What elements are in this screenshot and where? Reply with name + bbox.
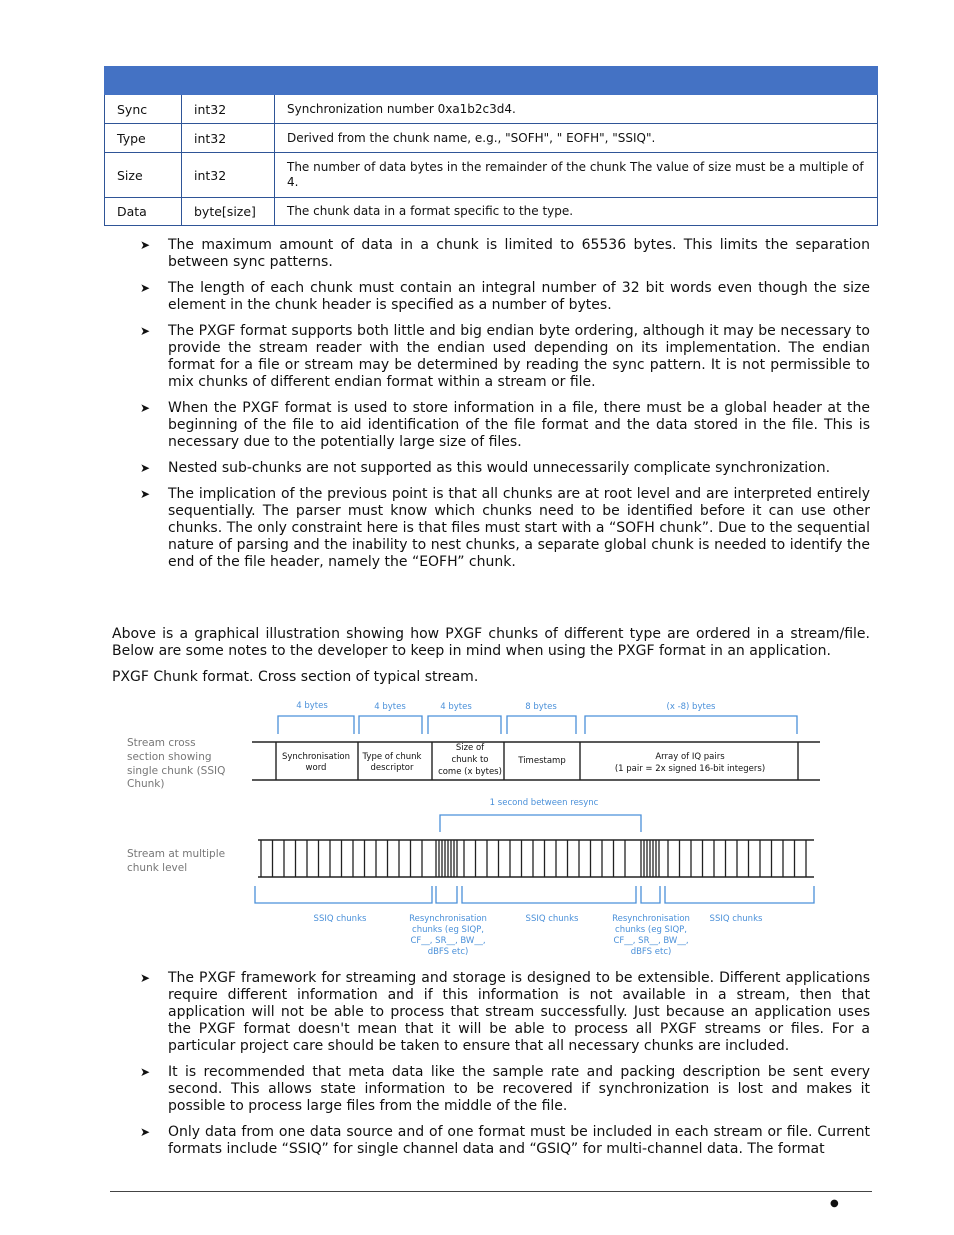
list-item-text: The PXGF format supports both little and big endian byte ordering, although it may be necessary to provide the stream reader with the endian used depending on its implementation. The endian format for a file or stream may be determined by reading the sync pattern. It is not permissible to mix chunks of different endian format within a stream or file. <box>168 323 870 390</box>
table-header-row <box>105 67 878 95</box>
field-type: int32 <box>182 153 275 198</box>
resync-bracket <box>440 815 641 832</box>
field-description: Derived from the chunk name, e.g., "SOFH", " EOFH", "SSIQ". <box>275 124 878 153</box>
svg-text:dBFS etc): dBFS etc) <box>630 947 672 957</box>
list-item-text: Nested sub-chunks are not supported as this would unnecessarily complicate synchronization. <box>168 460 831 476</box>
byte-label: 4 bytes <box>374 702 406 712</box>
svg-text:chunk to: chunk to <box>451 755 489 765</box>
field-name: Size <box>105 153 182 198</box>
arrow-bullet-icon: ➤ <box>140 1125 151 1139</box>
byte-label: 8 bytes <box>525 702 557 712</box>
field-name: Sync <box>105 95 182 124</box>
svg-text:Stream cross: Stream cross <box>127 737 196 749</box>
svg-text:Resynchronisation: Resynchronisation <box>612 914 690 924</box>
svg-text:SSIQ chunks: SSIQ chunks <box>525 914 579 924</box>
cell-labels <box>282 743 765 777</box>
notes-list-2 <box>140 970 870 1167</box>
svg-text:Stream at multiple: Stream at multiple <box>127 848 226 860</box>
list-item <box>140 486 870 571</box>
svg-text:Chunk): Chunk) <box>127 778 165 790</box>
list-item-text: The PXGF framework for streaming and storage is designed to be extensible. Different applications require different information and if this information is not available in a stream, then that application will not be able to process that stream successfully. Just because an application uses the PXGF format doesn't mean that it will be able to process all PXGF streams or files. For a particular project care should be taken to ensure that all necessary chunks are included. <box>168 970 870 1054</box>
table-header-cell <box>275 67 878 95</box>
stream-diagram <box>112 696 832 958</box>
field-description: Synchronization number 0xa1b2c3d4. <box>275 95 878 124</box>
svg-text:descriptor: descriptor <box>370 763 414 773</box>
arrow-bullet-icon: ➤ <box>140 324 151 338</box>
svg-text:chunk level: chunk level <box>127 862 188 874</box>
figure-caption: PXGF Chunk format. Cross section of typical stream. <box>112 669 479 685</box>
svg-text:Timestamp: Timestamp <box>518 756 566 766</box>
arrow-bullet-icon: ➤ <box>140 1065 151 1079</box>
list-item <box>140 400 870 451</box>
svg-text:CF__, SR__, BW__,: CF__, SR__, BW__, <box>613 936 689 946</box>
notes-list-1 <box>140 237 870 580</box>
field-type: int32 <box>182 95 275 124</box>
svg-text:Resynchronisation: Resynchronisation <box>409 914 487 924</box>
arrow-bullet-icon: ➤ <box>140 238 151 252</box>
svg-text:dBFS etc): dBFS etc) <box>427 947 469 957</box>
row2-label <box>127 848 225 874</box>
arrow-bullet-icon: ➤ <box>140 971 151 985</box>
svg-text:CF__, SR__, BW__,: CF__, SR__, BW__, <box>410 936 486 946</box>
list-item <box>140 460 870 477</box>
table-header-cell <box>105 67 182 95</box>
arrow-bullet-icon: ➤ <box>140 281 151 295</box>
svg-text:section showing: section showing <box>127 751 212 763</box>
list-item <box>140 280 870 314</box>
table-row <box>105 124 878 153</box>
svg-text:Synchronisation: Synchronisation <box>281 752 351 762</box>
body-paragraph: Above is a graphical illustration showing how PXGF chunks of different type are ordered in a stream/file. Below are some notes to the developer to keep in mind when using the PXGF format in an application. <box>112 626 870 659</box>
field-type: int32 <box>182 124 275 153</box>
chunk-header-table <box>104 66 878 226</box>
row1-label <box>127 737 225 790</box>
list-item-text: When the PXGF format is used to store information in a file, there must be a global header at the beginning of the file to aid identification of the file format and the data stored in the file. This is necessary due to the potentially large size of files. <box>168 400 870 450</box>
list-item <box>140 323 870 391</box>
table-row <box>105 198 878 226</box>
arrow-bullet-icon: ➤ <box>140 461 151 475</box>
list-item-text: It is recommended that meta data like the sample rate and packing description be sent every second. This allows state information to be recovered if synchronization is lost and makes it possible to process large files from the middle of the file. <box>168 1064 870 1114</box>
bottom-labels <box>314 914 763 957</box>
list-item <box>140 970 870 1055</box>
list-item <box>140 237 870 271</box>
svg-text:Array of IQ pairs: Array of IQ pairs <box>655 752 725 762</box>
svg-text:come (x bytes): come (x bytes) <box>438 767 502 777</box>
top-brackets <box>278 716 797 734</box>
svg-text:Type of chunk: Type of chunk <box>362 752 422 762</box>
byte-label: (x -8) bytes <box>666 702 716 712</box>
svg-text:SSIQ chunks: SSIQ chunks <box>313 914 367 924</box>
stream-diagram-svg <box>112 696 832 958</box>
field-description: The number of data bytes in the remainder of the chunk The value of size must be a multiple of 4. <box>275 153 878 198</box>
svg-text:Size of: Size of <box>455 743 485 753</box>
list-item-text: The maximum amount of data in a chunk is limited to 65536 bytes. This limits the separation between sync patterns. <box>168 237 870 270</box>
svg-text:SSIQ chunks: SSIQ chunks <box>709 914 763 924</box>
arrow-bullet-icon: ➤ <box>140 487 151 501</box>
list-item <box>140 1064 870 1115</box>
byte-label: 4 bytes <box>296 701 328 711</box>
arrow-bullet-icon: ➤ <box>140 401 151 415</box>
table-header-cell <box>182 67 275 95</box>
list-item-text: Only data from one data source and of one format must be included in each stream or file. Current formats include “SSIQ” for single channel data and “GSIQ” for multi-channel data. The format <box>168 1124 870 1157</box>
bottom-brackets <box>255 886 814 903</box>
field-type: byte[size] <box>182 198 275 226</box>
field-description: The chunk data in a format specific to the type. <box>275 198 878 226</box>
table-row <box>105 153 878 198</box>
svg-text:(1 pair = 2x signed 16-bit int: (1 pair = 2x signed 16-bit integers) <box>614 764 766 774</box>
table-row <box>105 95 878 124</box>
svg-text:single chunk (SSIQ: single chunk (SSIQ <box>127 765 226 777</box>
resync-interval-label: 1 second between resync <box>489 798 599 808</box>
footer-divider <box>110 1191 872 1192</box>
list-item-text: The implication of the previous point is that all chunks are at root level and are interpreted entirely sequentially. The parser must know which chunks need to be identified before it can use other chunks. The only constraint here is that files must start with a “SOFH chunk”. Due to the sequential nature of parsing and the inability to nest chunks, a separate global chunk is needed to identify the end of the file header, namely the “EOFH” chunk. <box>168 486 870 570</box>
svg-text:chunks (eg SIQP,: chunks (eg SIQP, <box>615 925 687 935</box>
field-name: Type <box>105 124 182 153</box>
field-name: Data <box>105 198 182 226</box>
byte-label: 4 bytes <box>440 702 472 712</box>
list-item <box>140 1124 870 1158</box>
svg-text:chunks (eg SIQP,: chunks (eg SIQP, <box>412 925 484 935</box>
svg-text:word: word <box>305 763 327 773</box>
footer-bullet-icon: ● <box>830 1198 839 1209</box>
list-item-text: The length of each chunk must contain an integral number of 32 bit words even though the size element in the chunk header is specified as a number of bytes. <box>168 280 870 313</box>
chunk-ticks <box>261 840 806 877</box>
